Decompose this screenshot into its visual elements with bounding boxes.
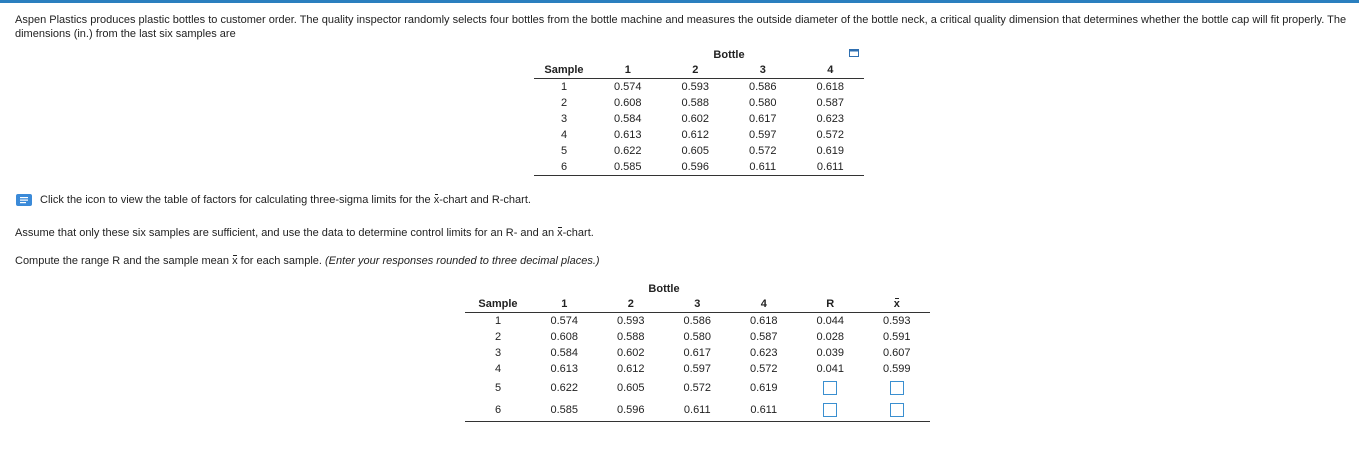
diameter-cell: 0.617	[748, 113, 777, 125]
diameter-cell: 0.588	[681, 97, 710, 109]
sample-number: 3	[560, 113, 568, 125]
sample-number: 1	[560, 81, 568, 93]
bottle-group-header-2: Bottle	[648, 283, 680, 295]
diameter-cell: 0.617	[683, 347, 712, 359]
diameter-cell: 0.622	[550, 382, 579, 394]
table-row	[465, 313, 930, 330]
diameter-cell: 0.611	[731, 399, 798, 422]
sample-number: 1	[494, 315, 502, 327]
bottle-column-header: 1	[594, 62, 662, 79]
diameter-cell: 0.586	[683, 315, 712, 327]
diameter-cell: 0.572	[816, 129, 845, 141]
bottle-column-header: 3	[664, 296, 731, 313]
diameter-cell: 0.574	[550, 315, 579, 327]
range-cell	[797, 399, 864, 422]
diameter-cell: 0.597	[683, 363, 712, 375]
diameter-cell: 0.608	[613, 97, 642, 109]
sample-number: 6	[465, 399, 531, 422]
range-answer-input[interactable]	[823, 381, 837, 395]
diameter-cell: 0.602	[681, 113, 710, 125]
range-mean-table	[465, 282, 930, 422]
bottle-group-header: Bottle	[713, 49, 745, 61]
range-column-header: R	[797, 296, 864, 313]
diameter-cell: 0.619	[749, 382, 778, 394]
mean-cell: 0.593	[882, 315, 911, 327]
top-accent-bar	[0, 0, 1359, 3]
range-cell: 0.041	[816, 363, 845, 375]
diameter-cell: 0.574	[613, 81, 642, 93]
diameter-cell: 0.613	[550, 363, 579, 375]
diameter-cell: 0.587	[816, 97, 845, 109]
range-cell: 0.039	[816, 347, 845, 359]
sample-number: 2	[560, 97, 568, 109]
sample-number: 2	[494, 331, 502, 343]
diameter-cell: 0.605	[616, 382, 645, 394]
table-row	[465, 399, 930, 422]
sample-column-header: Sample	[465, 296, 531, 313]
table-row	[534, 111, 864, 127]
sample-column-header: Sample	[534, 62, 594, 79]
table-row	[465, 329, 930, 345]
diameter-cell: 0.618	[749, 315, 778, 327]
table-row	[465, 377, 930, 399]
mean-answer-input[interactable]	[890, 403, 904, 417]
sample-number: 5	[560, 145, 568, 157]
bottle-column-header: 4	[731, 296, 798, 313]
sample-number: 4	[494, 363, 502, 375]
factors-instruction: Click the icon to view the table of factors for calculating three-sigma limits for the x-chart and R-chart.	[40, 194, 531, 206]
diameter-cell: 0.613	[613, 129, 642, 141]
diameter-cell: 0.612	[681, 129, 710, 141]
diameter-cell: 0.596	[662, 159, 730, 176]
table-row	[534, 127, 864, 143]
diameter-cell: 0.611	[729, 159, 797, 176]
diameter-cell: 0.586	[748, 81, 777, 93]
diameter-cell: 0.584	[550, 347, 579, 359]
sample-number: 3	[494, 347, 502, 359]
bottle-column-header: 3	[729, 62, 797, 79]
diameter-cell: 0.611	[797, 159, 865, 176]
diameter-cell: 0.585	[531, 399, 598, 422]
table-row	[465, 345, 930, 361]
table-row	[465, 361, 930, 377]
sample-number: 4	[560, 129, 568, 141]
table-row	[534, 95, 864, 111]
diameter-cell: 0.608	[550, 331, 579, 343]
diameter-cell: 0.597	[748, 129, 777, 141]
assume-instruction: Assume that only these six samples are sufficient, and use the data to determine control limits for an R- and an x-chart.	[15, 227, 594, 239]
diameter-cell: 0.585	[594, 159, 662, 176]
factors-table-icon[interactable]	[15, 193, 33, 207]
range-answer-input[interactable]	[823, 403, 837, 417]
mean-cell: 0.599	[882, 363, 911, 375]
table-row	[534, 159, 864, 176]
mean-cell: 0.607	[882, 347, 911, 359]
diameter-cell: 0.572	[749, 363, 778, 375]
diameter-cell: 0.593	[681, 81, 710, 93]
diameter-cell: 0.580	[748, 97, 777, 109]
bottle-column-header: 4	[797, 62, 865, 79]
range-cell: 0.028	[816, 331, 845, 343]
sample-number: 6	[534, 159, 594, 176]
bottle-column-header: 1	[531, 296, 598, 313]
diameter-cell: 0.588	[616, 331, 645, 343]
mean-answer-input[interactable]	[890, 381, 904, 395]
diameter-cell: 0.584	[613, 113, 642, 125]
diameter-cell: 0.605	[681, 145, 710, 157]
compute-instruction: Compute the range R and the sample mean x for each sample. (Enter your responses rounded to three decimal places.)	[15, 255, 600, 267]
diameter-cell: 0.611	[664, 399, 731, 422]
mean-column-header	[864, 296, 931, 313]
mean-cell	[864, 399, 931, 422]
table-row	[534, 143, 864, 159]
diameter-cell: 0.619	[816, 145, 845, 157]
bottle-data-table	[534, 48, 864, 176]
range-cell: 0.044	[816, 315, 845, 327]
problem-intro: Aspen Plastics produces plastic bottles to customer order. The quality inspector randomly selects four bottles from the bottle machine and measures the outside diameter of the bottle neck, a critical quality dimension that determines whether the bottle cap will fit properly. The dimensions (in.) from the last six samples are	[15, 14, 1347, 40]
diameter-cell: 0.596	[598, 399, 665, 422]
diameter-cell: 0.572	[683, 382, 712, 394]
table-row	[534, 79, 864, 96]
diameter-cell: 0.623	[749, 347, 778, 359]
x-bar-symbol: x	[893, 298, 900, 310]
diameter-cell: 0.618	[816, 81, 845, 93]
bottle-column-header: 2	[662, 62, 730, 79]
diameter-cell: 0.580	[683, 331, 712, 343]
diameter-cell: 0.602	[616, 347, 645, 359]
diameter-cell: 0.572	[748, 145, 777, 157]
diameter-cell: 0.623	[816, 113, 845, 125]
diameter-cell: 0.593	[616, 315, 645, 327]
diameter-cell: 0.612	[616, 363, 645, 375]
diameter-cell: 0.587	[749, 331, 778, 343]
mean-cell: 0.591	[882, 331, 911, 343]
range-cell	[797, 377, 864, 399]
sample-number: 5	[494, 382, 502, 394]
mean-cell	[864, 377, 931, 399]
bottle-column-header: 2	[598, 296, 665, 313]
diameter-cell: 0.622	[613, 145, 642, 157]
